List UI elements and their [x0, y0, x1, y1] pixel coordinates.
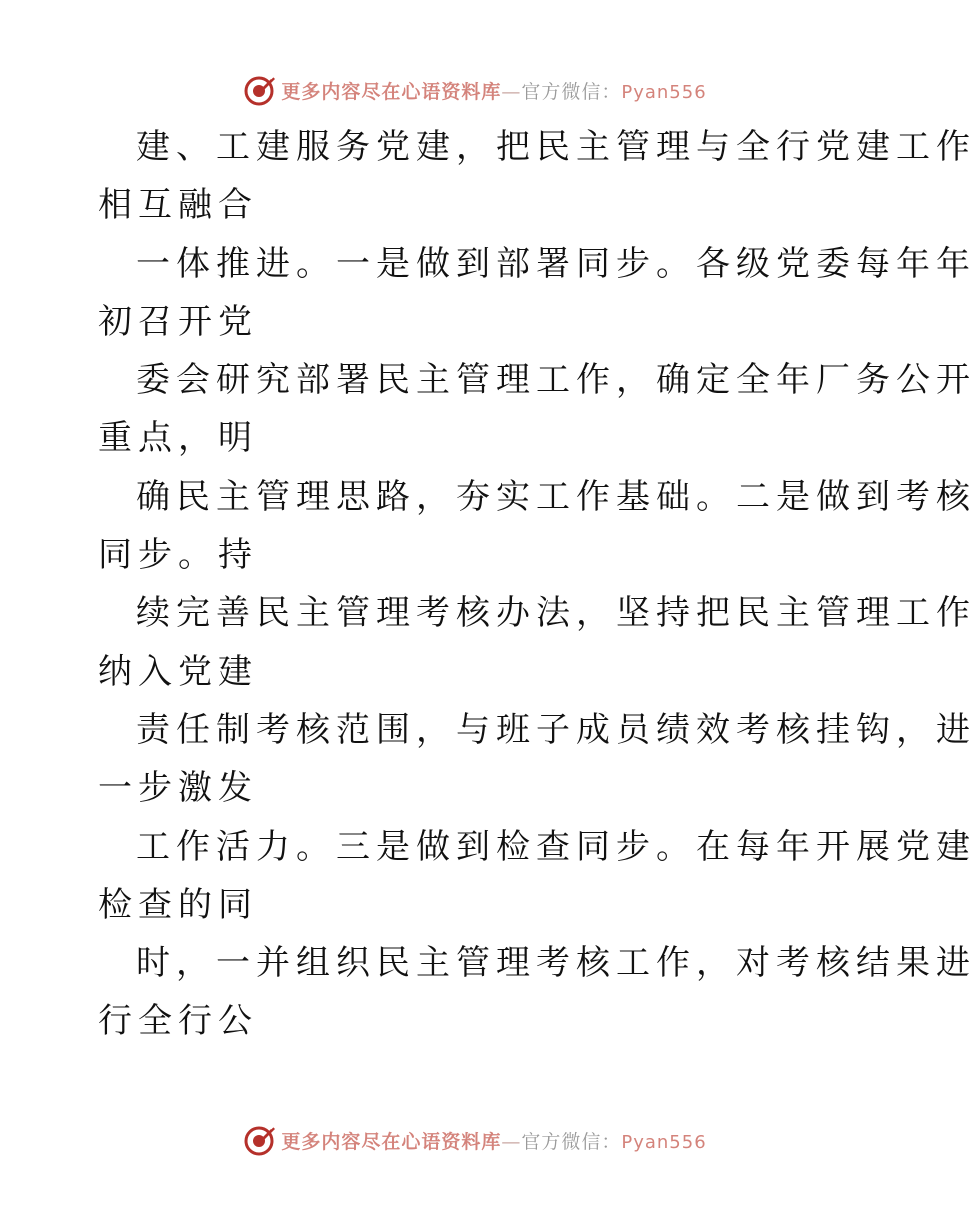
header-banner — [0, 70, 950, 110]
body-line: 初召开党 — [98, 301, 258, 342]
banner-dash: — — [501, 80, 522, 103]
body-line: 行全行公 — [98, 1001, 258, 1042]
body-line: 责任制考核范围，与班子成员绩效考核挂钩，进 — [136, 709, 976, 750]
banner-text — [281, 1127, 706, 1154]
banner-dash: — — [501, 1130, 522, 1153]
body-line: 同步。持 — [98, 535, 258, 576]
banner-wechat-id: Pyan556 — [621, 81, 707, 103]
document-body — [98, 118, 976, 1051]
body-line: 建、工建服务党建，把民主管理与全行党建工作 — [136, 127, 976, 167]
body-line: 相互融合 — [98, 185, 258, 226]
body-line: 一体推进。一是做到部署同步。各级党委每年年 — [136, 243, 976, 284]
banner-slogan: 更多内容尽在心语资料库 — [281, 1130, 502, 1153]
body-line: 一步激发 — [98, 768, 258, 809]
body-line: 纳入党建 — [98, 651, 258, 692]
footer-banner — [0, 1120, 950, 1160]
body-line: 工作活力。三是做到检查同步。在每年开展党建 — [136, 826, 976, 867]
banner-text — [281, 77, 706, 104]
pen-logo-icon — [243, 1123, 277, 1157]
banner-wechat-label: 官方微信： — [521, 1130, 622, 1153]
pen-logo-icon — [243, 73, 277, 107]
body-line: 委会研究部署民主管理工作，确定全年厂务公开 — [136, 360, 976, 401]
banner-wechat-id: Pyan556 — [621, 1131, 707, 1153]
body-line: 续完善民主管理考核办法，坚持把民主管理工作 — [136, 593, 976, 634]
body-line: 确民主管理思路，夯实工作基础。二是做到考核 — [136, 476, 976, 517]
body-line: 重点，明 — [98, 418, 258, 459]
body-line: 检查的同 — [98, 884, 258, 925]
banner-slogan: 更多内容尽在心语资料库 — [281, 80, 502, 103]
body-line: 时，一并组织民主管理考核工作，对考核结果进 — [136, 943, 976, 984]
banner-wechat-label: 官方微信： — [521, 80, 622, 103]
